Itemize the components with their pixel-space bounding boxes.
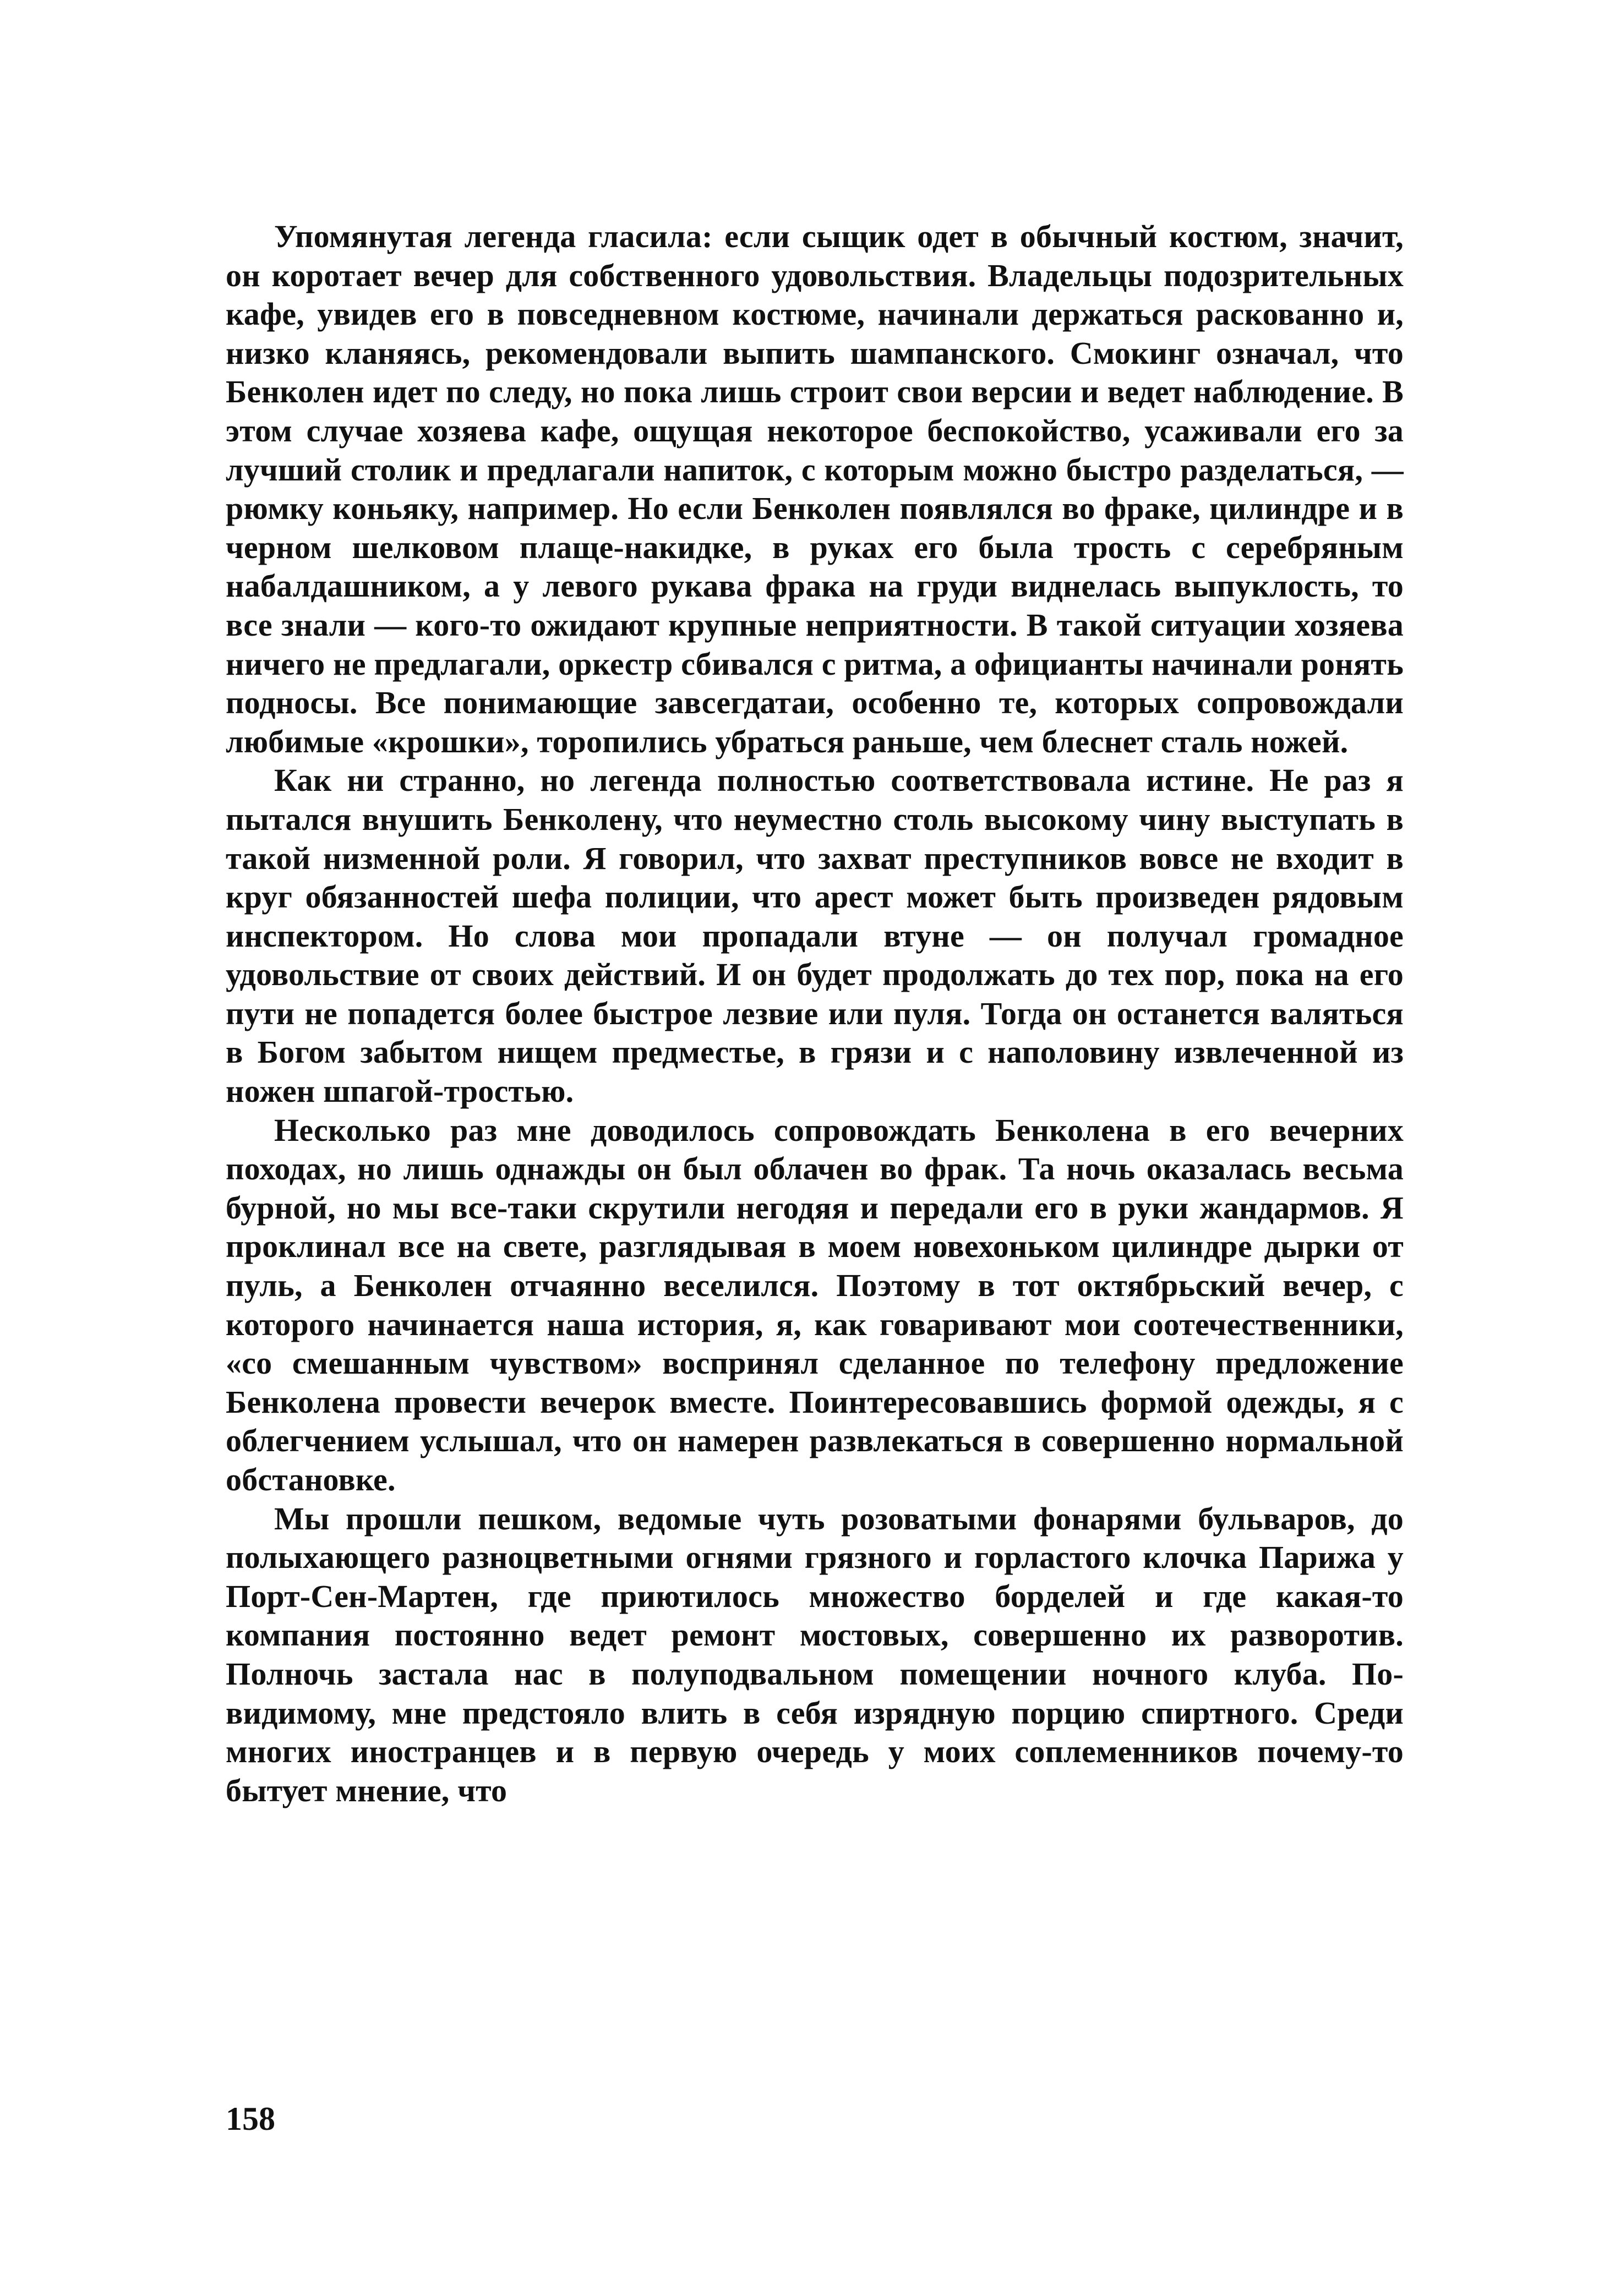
body-text [226,217,1404,1810]
paragraph-3: Несколько раз мне доводилось сопровождать Бенколена в его вечерних походах, но лишь однажды он был облачен во фрак. Та ночь оказалась весьма бурной, но мы все-таки скрутили негодяя и передали его в руки жандармов. Я проклинал все на свете, разглядывая в моем новехоньком цилиндре дырки от пуль, а Бенколен отчаянно веселился. Поэтому в тот октябрьский вечер, с которого начинается наша история, я, как говаривают мои соотечественники, «со смешанным чувством» воспринял сделанное по телефону предложение Бенколена провести вечерок вместе. Поинтересовавшись формой одежды, я с облегчением услышал, что он намерен развлекаться в совершенно нормальной обстановке. [226,1112,1404,1497]
paragraph-1: Упомянутая легенда гласила: если сыщик одет в обычный костюм, значит, он коротает вечер для собственного удовольствия. Владельцы подозрительных кафе, увидев его в повседневном костюме, начинали держаться раскованно и, низко кланяясь, рекомендовали выпить шампанского. Смокинг означал, что Бенколен идет по следу, но пока лишь строит свои версии и ведет наблюдение. В этом случае хозяева кафе, ощущая некоторое беспокойство, усаживали его за лучший столик и предлагали напиток, с которым можно быстро разделаться, — рюмку коньяку, например. Но если Бенколен появлялся во фраке, цилиндре и в черном шелковом плаще-накидке, в руках его была трость с серебряным набалдашником, а у левого рукава фрака на груди виднелась выпуклость, то все знали — кого-то ожидают крупные неприятности. В такой ситуации хозяева ничего не предлагали, оркестр сбивался с ритма, а официанты начинали ронять подносы. Все понимающие завсегдатаи, особенно те, которых сопровождали любимые «крошки», торопились убраться раньше, чем блеснет сталь ножей. [226,218,1404,759]
paragraph-2: Как ни странно, но легенда полностью соответствовала истине. Не раз я пытался внушить Бенколену, что неуместно столь высокому чину выступать в такой низменной роли. Я говорил, что захват преступников вовсе не входит в круг обязанностей шефа полиции, что арест может быть произведен рядовым инспектором. Но слова мои пропадали втуне — он получал громадное удовольствие от своих действий. И он будет продолжать до тех пор, пока на его пути не попадется более быстрое лезвие или пуля. Тогда он останется валяться в Богом забытом нищем предместье, в грязи и с наполовину извлеченной из ножен шпагой-тростью. [226,762,1404,1109]
paragraph-4: Мы прошли пешком, ведомые чуть розоватыми фонарями бульваров, до полыхающего разноцветными огнями грязного и горластого клочка Парижа у Порт-Сен-Мартен, где приютилось множество борделей и где какая-то компания постоянно ведет ремонт мостовых, совершенно их разворотив. Полночь застала нас в полуподвальном помещении ночного клуба. По-видимому, мне предстояло влить в себя изрядную порцию спиртного. Среди многих иностранцев и в первую очередь у моих соплеменников почему-то бытует мнение, что [226,1500,1404,1808]
page-number: 158 [226,2101,275,2137]
